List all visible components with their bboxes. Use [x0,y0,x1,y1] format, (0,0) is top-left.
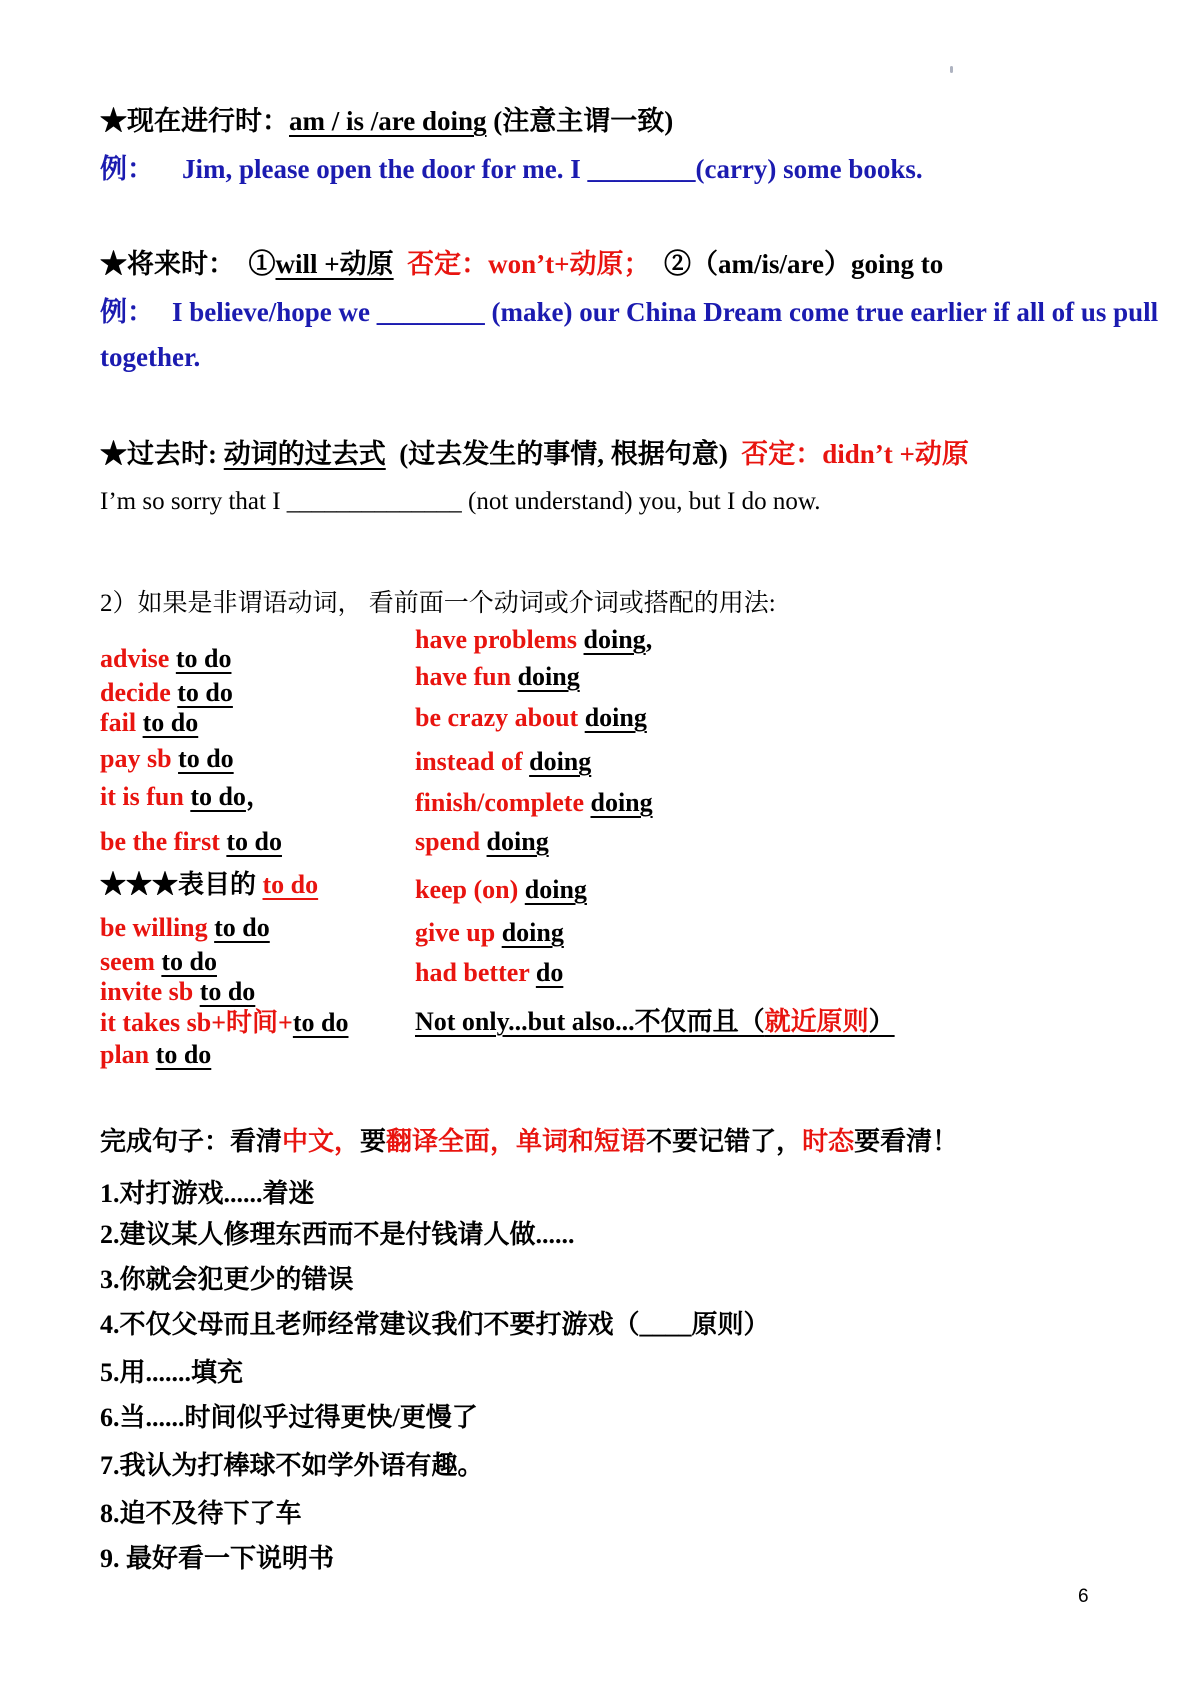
future-heading-negative: 否定：won’t+动原； [393,249,651,279]
future-example-line2 [100,340,200,374]
pattern-form: to do [214,913,270,942]
pattern-form: to do [155,1040,212,1069]
pattern-verb: finish/complete [415,788,591,817]
completion-heading [100,1125,958,1159]
pattern-item-be-crazy-about [415,703,1110,733]
pattern-form: to do [190,782,246,811]
future-heading-pattern: will +动原 [275,249,394,279]
pattern-column-left [100,644,415,1070]
exercise-item-4: 4.不仅父母而且老师经常建议我们不要打游戏（____原则） [100,1310,770,1339]
exercise-item-2: 2.建议某人修理东西而不是付钱请人做...... [100,1220,575,1249]
completion-seg: 要看清！ [854,1127,959,1156]
pattern-item-purpose [100,870,415,900]
pattern-form: to do [199,977,256,1006]
pattern-form: doing [583,625,646,654]
pattern-item-not-only-but-also [415,1007,1110,1037]
completion-seg: 要 [360,1127,387,1156]
pattern-verb: pay sb [100,744,179,773]
exercise-item-3: 3.你就会犯更少的错误 [100,1265,354,1294]
pattern-verb: it takes sb+时间+ [100,1008,293,1037]
present-heading-prefix: ★现在进行时： [100,106,289,136]
completion-seg: 中文， [282,1127,361,1156]
past-tense-heading [100,437,969,471]
present-example-line [100,152,923,186]
future-example-text1: I believe/hope we ________ (make) our China Dream come true earlier if all of us pull [172,297,1159,327]
pattern-item-had-better [415,958,1110,988]
past-heading-note: (过去发生的事情, 根据句意) [385,439,742,469]
pattern-item-give-up [415,918,1110,948]
pattern-form: to do [292,1008,349,1037]
pattern-verb: plan [100,1040,156,1069]
page-number: 6 [1078,1586,1089,1607]
pattern-verb: keep (on) [415,875,525,904]
pattern-verb: be willing [100,913,215,942]
exercise-item-6: 6.当......时间似乎过得更快/更慢了 [100,1403,478,1432]
pattern-verb: instead of [415,747,530,776]
pattern-form: to do [161,947,217,976]
pattern-item-instead-of [415,747,1110,777]
example-label: 例： [100,297,154,327]
nonfinite-heading-text: 2）如果是非谓语动词， 看前面一个动词或介词或搭配的用法: [100,590,776,617]
pattern-verb: advise [100,644,176,673]
pattern-form: doing [529,747,592,776]
past-heading-negative: 否定：didn’t +动原 [741,439,969,469]
pattern-form: doing [524,875,587,904]
future-example-text2: together. [100,342,201,372]
past-heading-prefix: ★过去时: [100,439,224,469]
completion-seg: 时态 [802,1127,855,1156]
pattern-tail: , [645,625,653,654]
pattern-item-pay-sb [100,744,415,774]
past-example-line [100,486,821,518]
pattern-tail: ， [245,782,272,811]
pattern-form: to do [178,744,234,773]
future-tense-heading [100,247,943,281]
pattern-verb: had better [415,958,536,987]
pattern-item-invite-sb [100,977,415,1007]
pattern-close-paren: ） [868,1007,895,1036]
pattern-form: to do [226,827,282,856]
pattern-form: doing [517,662,580,691]
present-heading-pattern: am / is /are doing [289,106,487,136]
future-heading-part2: ②（am/is/are）going to [650,249,944,279]
completion-seg: 翻译全面，单词和短语 [386,1127,647,1156]
pattern-form: doing [486,827,549,856]
pattern-item-fail [100,708,415,738]
pattern-form: doing [590,788,653,817]
pattern-verb: give up [415,918,502,947]
pattern-item-plan [100,1040,415,1070]
pattern-item-be-willing [100,913,415,943]
pattern-form: do [535,958,564,987]
completion-seg: 不要记错了， [646,1127,803,1156]
completion-seg: 完成句子：看清 [100,1127,283,1156]
pattern-verb: invite sb [100,977,200,1006]
pattern-item-it-is-fun [100,782,415,812]
pattern-column-right [415,625,1110,1070]
nonfinite-heading [100,588,776,620]
pattern-item-finish-complete [415,788,1110,818]
exercise-item-9: 9. 最好看一下说明书 [100,1544,335,1573]
pattern-verb: fail [100,708,143,737]
pattern-form: to do [142,708,199,737]
pattern-red-part: 就近原则 [764,1007,869,1036]
pattern-verb: seem [100,947,162,976]
pattern-verb: be crazy about [415,703,585,732]
present-tense-heading [100,104,673,138]
pattern-item-seem [100,947,415,977]
exercise-item-7: 7.我认为打棒球不如学外语有趣。 [100,1451,484,1480]
pattern-form-red: to do [262,870,319,899]
pattern-item-it-takes [100,1008,415,1038]
pattern-verb: be the first [100,827,227,856]
pattern-form: to do [177,678,233,707]
pattern-verb: it is fun [100,782,191,811]
pattern-item-spend [415,827,1110,857]
pattern-item-be-the-first [100,827,415,857]
pattern-item-have-problems [415,625,1110,655]
pattern-verb: have problems [415,625,584,654]
pattern-stars-label: ★★★表目的 [100,870,263,899]
exercise-item-5: 5.用.......填充 [100,1358,244,1387]
pattern-verb: have fun [415,662,518,691]
pattern-item-advise [100,644,415,674]
pattern-columns [100,622,1110,1070]
pattern-form: doing [501,918,564,947]
pattern-black-part: Not only...but also...不仅而且（ [415,1007,765,1036]
pattern-form: to do [175,644,232,673]
present-example-text: Jim, please open the door for me. I ________(carry) some books. [182,154,923,184]
future-example-line1 [100,295,1158,329]
pattern-verb: decide [100,678,178,707]
pattern-item-decide [100,678,415,708]
example-label: 例： [100,154,154,184]
pattern-form: doing [584,703,647,732]
past-example-text: I’m so sorry that I ______________ (not understand) you, but I do now. [100,488,821,515]
pattern-item-have-fun [415,662,1110,692]
future-heading-prefix: ★将来时： ① [100,249,276,279]
exercise-item-1: 1.对打游戏......着迷 [100,1179,315,1208]
present-heading-note: (注意主谓一致) [486,106,674,136]
scan-artifact [950,66,953,73]
pattern-item-keep-on [415,875,1110,905]
pattern-verb: spend [415,827,487,856]
pattern-underlined-group [415,1007,895,1036]
exercise-item-8: 8.迫不及待下了车 [100,1499,302,1528]
past-heading-pattern: 动词的过去式 [223,439,386,469]
